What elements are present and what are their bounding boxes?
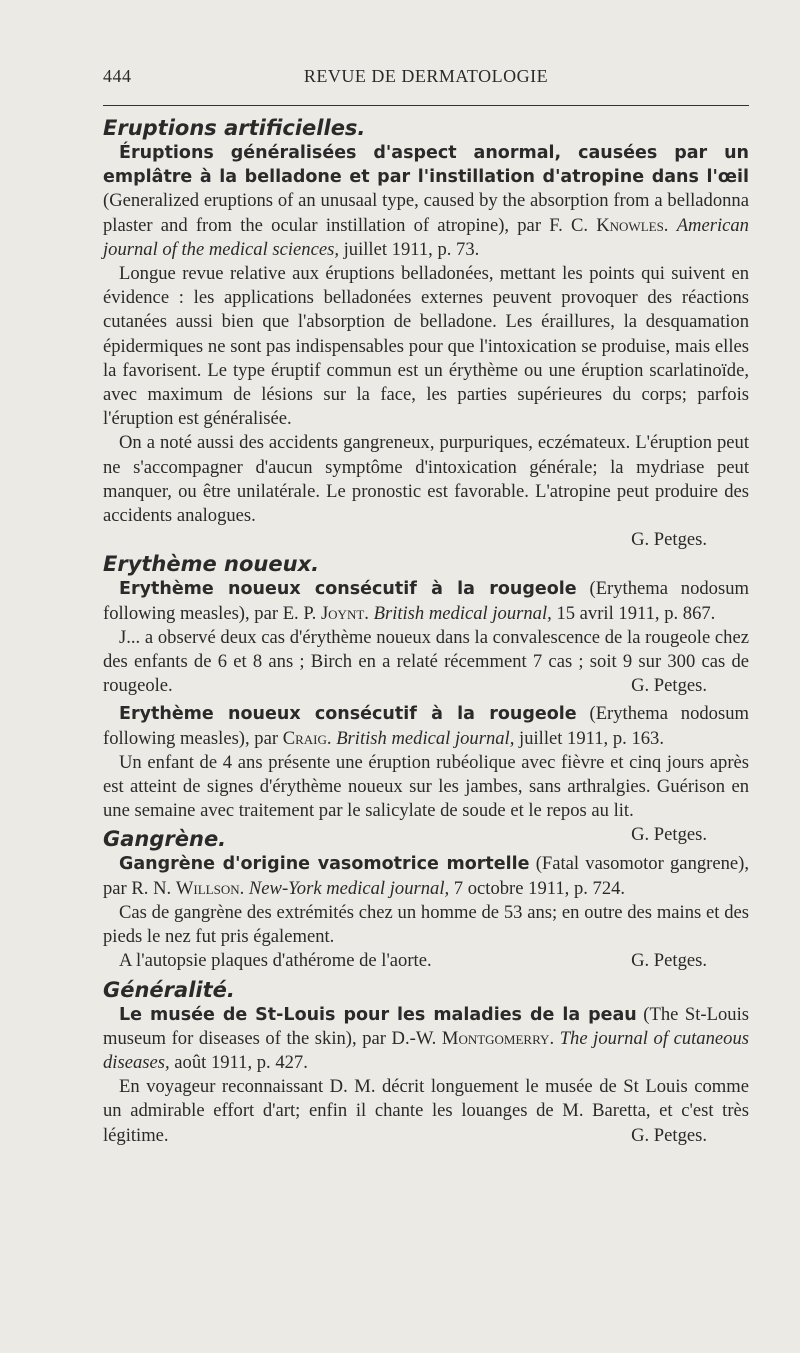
- entry-subtitle: (Generalized eruptions of an unusaal type, caused by the absorption from a belladonna plaster and from the ocular instillation of atropine), par F. C.: [103, 190, 749, 236]
- entry-citation: 15 avril 1911, p. 867.: [556, 602, 716, 624]
- entry-gangrene: [103, 852, 749, 900]
- summary-text: Un enfant de 4 ans présente une éruption rubéolique avec fièvre et cinq jours après est atteint de signes d'érythème noueux sur les jambes, sans arthralgies. Guérison en une semaine avec traitement par le salicylate de soude et le repos au lit.: [103, 751, 749, 822]
- entry-journal: British medical journal,: [373, 602, 552, 624]
- entry-title: Gangrène d'origine vasomotrice mortelle: [119, 854, 530, 875]
- summary-paragraph: Longue revue relative aux éruptions belladonées, mettant les points qui suivent en évidence : les applications belladonées externes peuvent provoquer des réactions cutanées aussi bien que l'absorption de belladone. Les éraillures, la desquamation épidermiques ne sont pas indispensables pour que l'intoxication se produise, mais elles la favorisent. Le type éruptif commun est un érythème ou une éruption scarlatinoïde, avec maximum de lésions sur la face, les parties supérieures du corps; parfois l'éruption est généralisée.: [103, 263, 749, 430]
- journal-title: REVUE DE DERMATOLOGIE: [303, 66, 549, 86]
- entry-subtitle: (Erythema nodosum following measles), par: [103, 703, 749, 749]
- entry-author: Knowles.: [596, 214, 669, 236]
- entry-title: Éruptions généralisées d'aspect anormal, causées par un emplâtre à la belladone et par l'instillation d'atropine dans l'œil: [103, 143, 749, 188]
- reviewer-signature: G. Petges.: [631, 824, 707, 846]
- entry-journal: The journal of cutaneous diseases,: [103, 1027, 749, 1073]
- entry-author: Montgomerry.: [441, 1027, 555, 1049]
- entry-erytheme-2: [103, 702, 749, 750]
- entry-journal: American journal of the medical sciences,: [103, 214, 749, 260]
- section-heading-gangrene: Gangrène.: [103, 827, 227, 852]
- entry-eruptions: [103, 141, 749, 262]
- entry-title: Le musée de St-Louis pour les maladies de la peau: [119, 1004, 637, 1025]
- entry-citation: juillet 1911, p. 73.: [343, 238, 480, 260]
- entry-author: Craig.: [282, 727, 332, 749]
- section-heading-erytheme: Erythème noueux.: [103, 552, 320, 577]
- header-rule: [103, 105, 749, 106]
- entry-subtitle: (Fatal vasomotor gangrene), par R. N.: [103, 853, 749, 899]
- entry-author: Joynt.: [320, 602, 369, 624]
- entry-citation: juillet 1911, p. 163.: [519, 727, 664, 749]
- entry-generalite: [103, 1003, 749, 1076]
- entry-erytheme-1: [103, 577, 749, 625]
- page-content: [103, 116, 749, 1152]
- entry-citation: août 1911, p. 427.: [174, 1051, 308, 1073]
- running-head: [103, 66, 749, 88]
- entry-author: Willson.: [175, 877, 245, 899]
- entry-journal: British medical journal,: [336, 727, 515, 749]
- entry-title: Erythème noueux consécutif à la rougeole: [119, 579, 577, 600]
- reviewer-signature: G. Petges.: [631, 529, 707, 551]
- summary-text: A l'autopsie plaques d'athérome de l'aorte.: [119, 950, 432, 972]
- section-heading-generalite: Généralité.: [103, 977, 235, 1002]
- reviewer-signature: G. Petges.: [631, 1124, 707, 1146]
- entry-citation: 7 octobre 1911, p. 724.: [453, 877, 626, 899]
- summary-paragraph: [103, 1075, 749, 1148]
- summary-text: En voyageur reconnaissant D. M. décrit longuement le musée de St Louis comme un admirable effort d'art; enfin il chante les louanges de M. Baretta, et c'est très légitime.: [103, 1076, 749, 1146]
- summary-paragraph: Cas de gangrène des extrémités chez un homme de 53 ans; en outre des mains et des pieds le nez fut pris également.: [103, 901, 749, 948]
- page-number: 444: [103, 66, 132, 86]
- summary-paragraph: [103, 949, 749, 973]
- summary-paragraph: [103, 626, 749, 699]
- entry-title: Erythème noueux consécutif à la rougeole: [119, 704, 577, 725]
- entry-journal: New-York medical journal,: [248, 877, 450, 899]
- summary-text: J... a observé deux cas d'érythème noueux dans la convalescence de la rougeole chez des enfants de 6 et 8 ans ; Birch en a relaté récemment 7 cas ; soit 9 sur 300 cas de rougeole.: [103, 626, 749, 697]
- entry-subtitle: (The St-Louis museum for diseases of the skin), par D.-W.: [103, 1003, 749, 1049]
- summary-paragraph: On a noté aussi des accidents gangreneux, purpuriques, eczémateux. L'éruption peut ne s'accompagner d'aucun symptôme d'intoxication générale; la mydriase peut manquer, ou être unilatérale. Le pronostic est favorable. L'atropine peut produire des accidents analogues.: [103, 432, 749, 527]
- reviewer-signature: G. Petges.: [631, 950, 707, 972]
- reviewer-signature: G. Petges.: [631, 675, 707, 697]
- entry-subtitle: (Erythema nodosum following measles), par E. P.: [103, 578, 749, 624]
- section-heading-eruptions: Eruptions artificielles.: [103, 116, 366, 140]
